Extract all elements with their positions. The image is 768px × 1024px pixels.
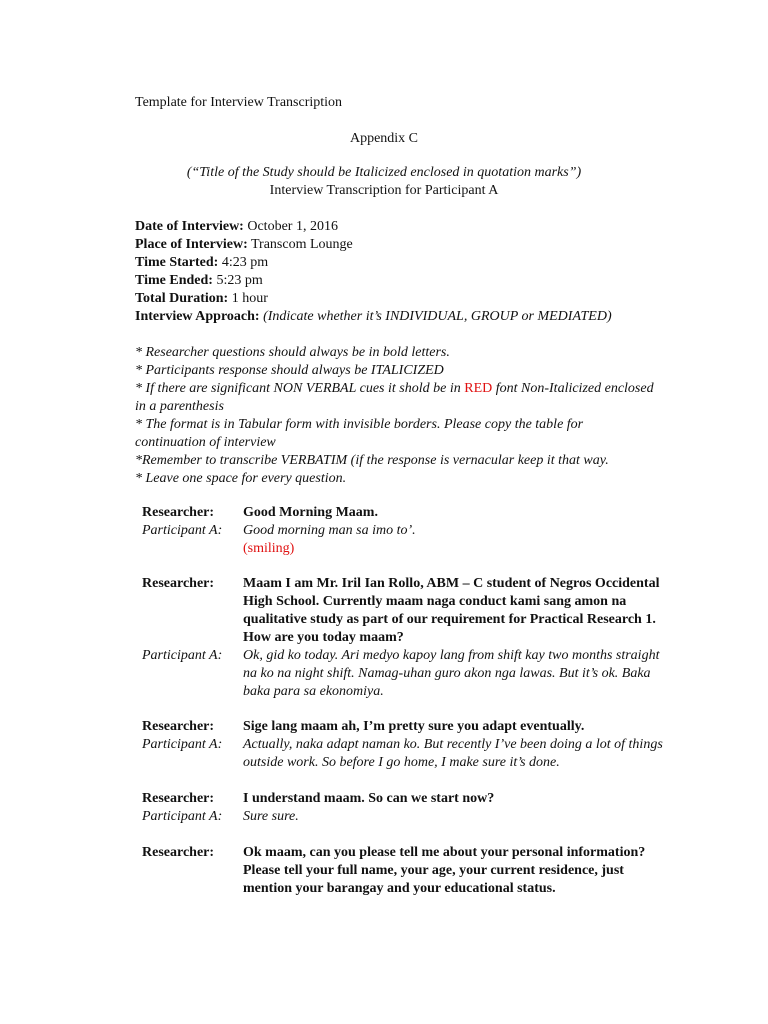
researcher-question: Sige lang maam ah, I’m pretty sure you adapt eventually. — [243, 719, 585, 734]
note-tabular-format: * The format is in Tabular form with invisible borders. Please copy the table for continuation of interview — [135, 417, 584, 450]
note-nonverbal: * If there are significant NON VERBAL cues it shold be in RED font Non-Italicized enclosed in a parenthesis — [135, 381, 654, 414]
researcher-question: Ok maam, can you please tell me about your personal information? Please tell your full name, your age, your current residence, just mention your barangay and your educational status. — [243, 845, 646, 896]
note-bold-questions: * Researcher questions should always be in bold letters. — [135, 345, 450, 360]
instruction-notes — [135, 344, 655, 488]
speaker-researcher: Researcher: — [142, 576, 215, 591]
speaker-participant: Participant A: — [142, 809, 223, 824]
detail-place — [135, 236, 353, 254]
study-title-instruction: (“Title of the Study should be Italicized enclosed in quotation marks”) — [186, 165, 582, 180]
detail-value: (Indicate whether it’s INDIVIDUAL, GROUP or MEDIATED) — [259, 309, 612, 324]
nonverbal-cue: (smiling) — [243, 541, 295, 556]
detail-value: 4:23 pm — [218, 255, 269, 270]
speaker-researcher: Researcher: — [142, 791, 215, 806]
detail-interview-approach — [135, 308, 612, 326]
detail-label: Place of Interview: — [135, 237, 248, 252]
participant-answer: Good morning man sa imo to’. (smiling) — [243, 522, 663, 558]
note-verbatim: *Remember to transcribe VERBATIM (if the response is vernacular keep it that way. — [135, 453, 609, 468]
red-keyword: RED — [464, 381, 493, 396]
participant-answer: Sure sure. — [243, 809, 299, 824]
detail-label: Time Ended: — [135, 273, 213, 288]
detail-label: Interview Approach: — [135, 309, 260, 324]
appendix-heading: Appendix C — [349, 131, 419, 146]
detail-value: October 1, 2016 — [243, 219, 338, 234]
detail-total-duration — [135, 290, 268, 308]
detail-label: Total Duration: — [135, 291, 229, 306]
detail-value: 5:23 pm — [212, 273, 263, 288]
template-title: Template for Interview Transcription — [135, 95, 343, 110]
detail-time-ended — [135, 272, 263, 290]
speaker-participant: Participant A: — [142, 737, 223, 752]
speaker-researcher: Researcher: — [142, 719, 215, 734]
participant-answer: Actually, naka adapt naman ko. But recently I’ve been doing a lot of things outside work. So before I go home, I make sure it’s done. — [243, 737, 663, 770]
detail-date — [135, 218, 338, 236]
speaker-researcher: Researcher: — [142, 845, 215, 860]
detail-value: Transcom Lounge — [247, 237, 353, 252]
detail-label: Time Started: — [135, 255, 219, 270]
speaker-participant: Participant A: — [142, 523, 223, 538]
researcher-question: Maam I am Mr. Iril Ian Rollo, ABM – C student of Negros Occidental High School. Currently maam naga conduct kami sang amon na qualitative study as part of our requirement for Practical Research 1. How are you today maam? — [243, 576, 660, 645]
detail-time-started — [135, 254, 268, 272]
detail-value: 1 hour — [228, 291, 268, 306]
note-italic-responses: * Participants response should always be ITALICIZED — [135, 363, 444, 378]
researcher-question: I understand maam. So can we start now? — [243, 791, 495, 806]
detail-label: Date of Interview: — [135, 219, 244, 234]
note-spacing: * Leave one space for every question. — [135, 471, 347, 486]
participant-answer: Ok, gid ko today. Ari medyo kapoy lang from shift kay two months straight na ko na night shift. Namag-uhan guro akon nga lawas. But it’s ok. Baka baka para sa ekonomiya. — [243, 648, 660, 699]
transcription-title: Interview Transcription for Participant A — [269, 183, 499, 198]
speaker-participant: Participant A: — [142, 648, 223, 663]
researcher-question: Good Morning Maam. — [243, 505, 378, 520]
speaker-researcher: Researcher: — [142, 505, 215, 520]
